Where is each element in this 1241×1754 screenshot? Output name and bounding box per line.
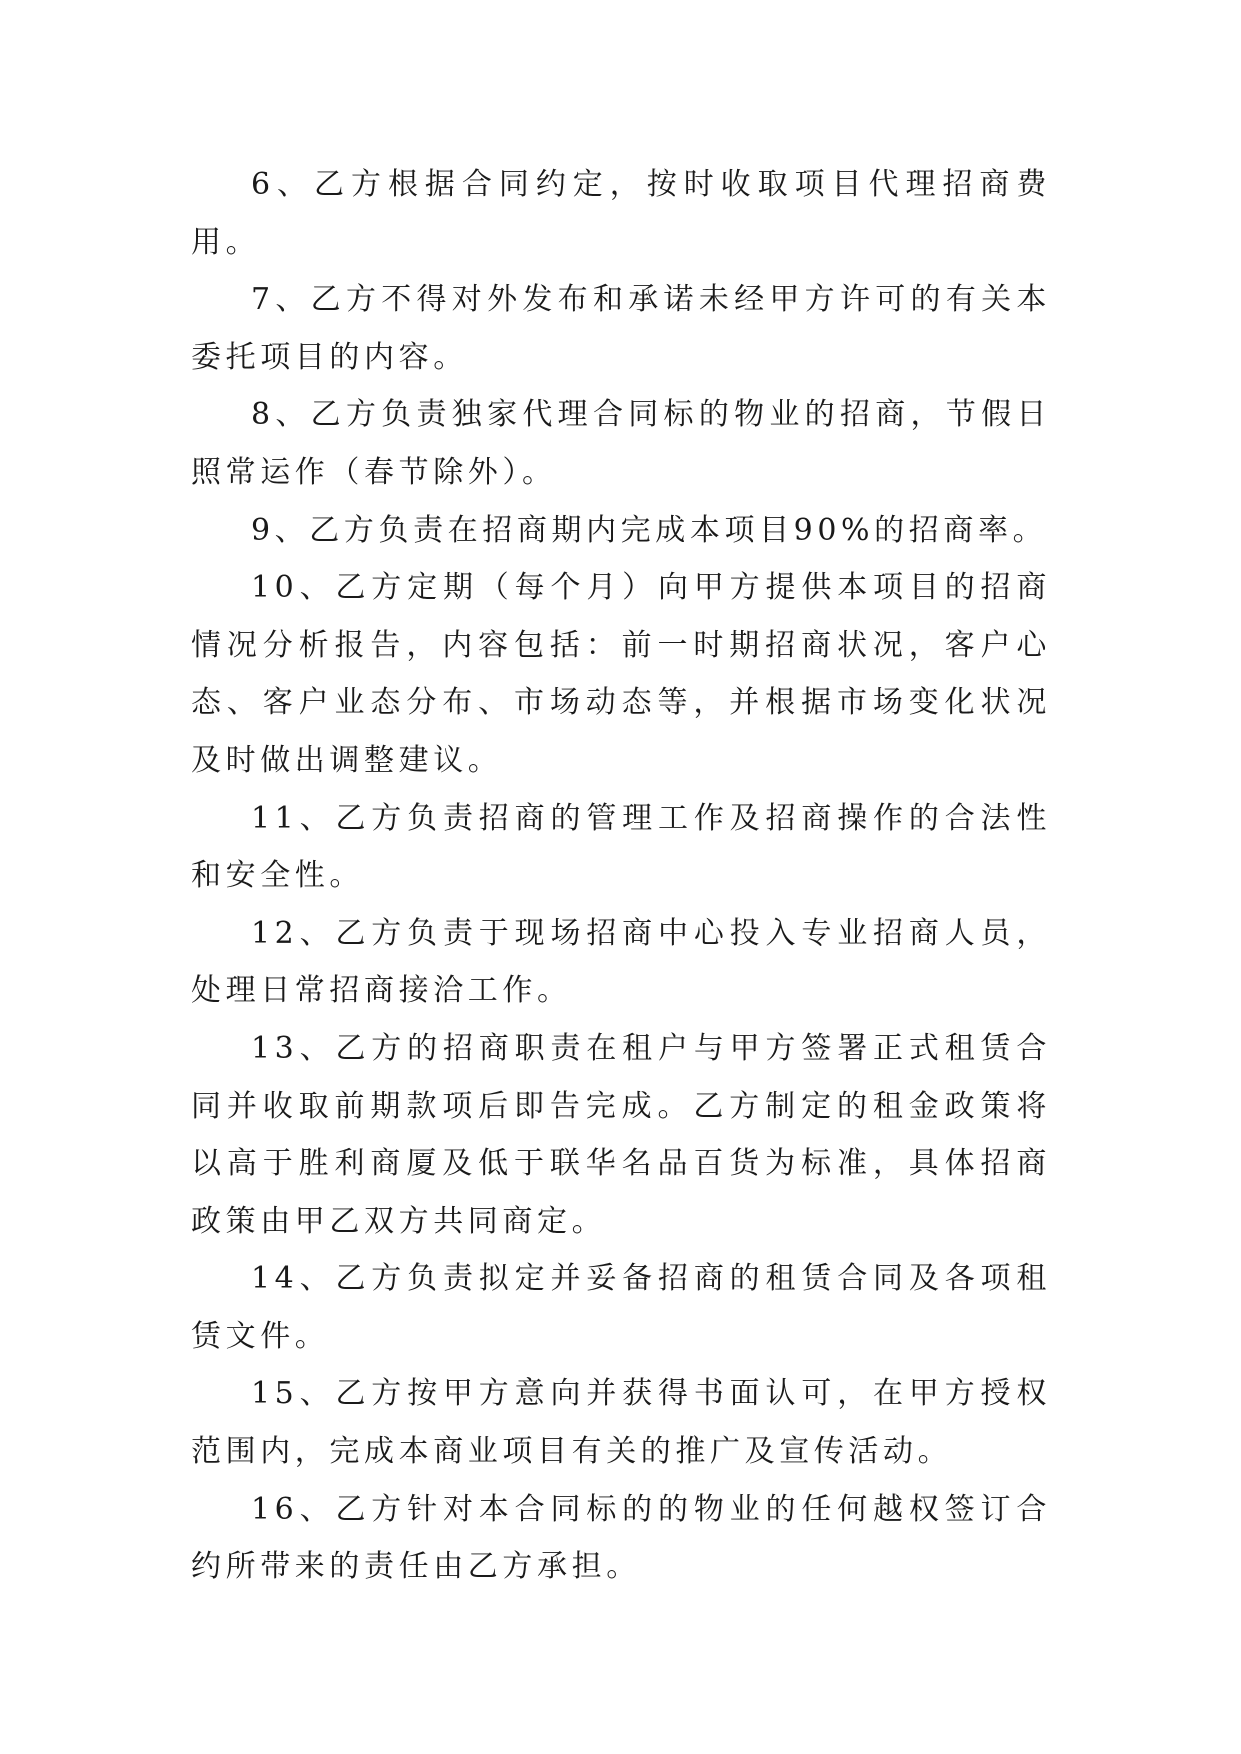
clause-7: 7、乙方不得对外发布和承诺未经甲方许可的有关本委托项目的内容。 [191,282,1051,375]
clause-15: 15、乙方按甲方意向并获得书面认可，在甲方授权范围内，完成本商业项目有关的推广及宣传活动。 [191,1376,1051,1470]
clause-10: 10、乙方定期（每个月）向甲方提供本项目的招商情况分析报告，内容包括：前一时期招商状况，客户心态、客户业态分布、市场动态等，并根据市场变化状况及时做出调整建议。 [191,570,1051,778]
document-body [191,156,1051,1596]
clause-8: 8、乙方负责独家代理合同标的物业的招商，节假日照常运作（春节除外）。 [191,397,1051,490]
clause-13: 13、乙方的招商职责在租户与甲方签署正式租赁合同并收取前期款项后即告完成。乙方制定的租金政策将以高于胜利商厦及低于联华名品百货为标准，具体招商政策由甲乙双方共同商定。 [191,1030,1051,1239]
clause-9: 9、乙方负责在招商期内完成本项目90%的招商率。 [251,512,1048,548]
clause-6: 6、乙方根据合同约定，按时收取项目代理招商费用。 [191,167,1051,260]
clause-11: 11、乙方负责招商的管理工作及招商操作的合法性和安全性。 [191,800,1051,894]
clause-14: 14、乙方负责拟定并妥备招商的租赁合同及各项租赁文件。 [191,1261,1051,1354]
clause-16: 16、乙方针对本合同标的的物业的任何越权签订合约所带来的责任由乙方承担。 [191,1491,1051,1585]
clause-12: 12、乙方负责于现场招商中心投入专业招商人员，处理日常招商接洽工作。 [191,915,1051,1009]
